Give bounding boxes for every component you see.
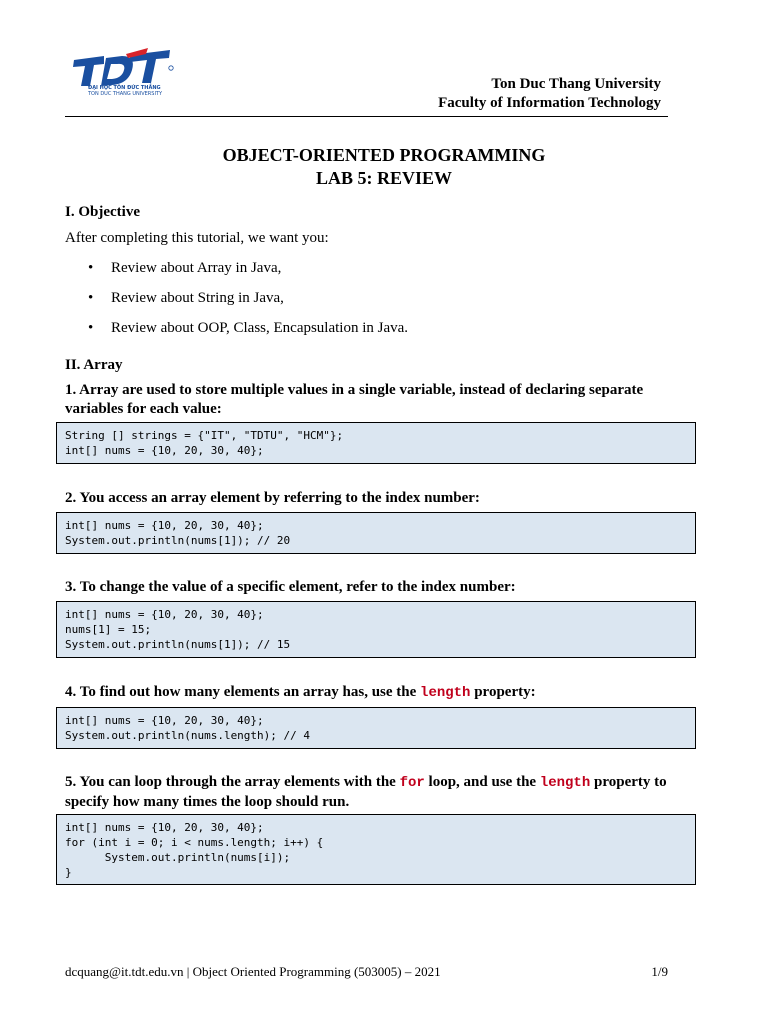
code-block-2: int[] nums = {10, 20, 30, 40}; System.out.println(nums[1]); // 20 <box>56 512 696 554</box>
question-4 <box>65 683 685 703</box>
objective-intro: After completing this tutorial, we want you: <box>65 230 329 246</box>
question-4-text: 4. To find out how many elements an array has, use the <box>65 684 421 700</box>
bullet-text: Review about Array in Java, <box>111 260 282 276</box>
code-block-1: String [] strings = {"IT", "TDTU", "HCM"}; int[] nums = {10, 20, 30, 40}; <box>56 422 696 464</box>
bullet-icon: • <box>88 320 94 336</box>
header-divider <box>65 116 668 117</box>
university-name: Ton Duc Thang University <box>491 76 661 92</box>
question-5-text-mid: loop, and use the <box>424 774 540 790</box>
keyword-length: length <box>539 775 591 791</box>
question-3: 3. To change the value of a specific element, refer to the index number: <box>65 579 516 595</box>
question-5 <box>65 773 685 812</box>
logo-text-line1: ĐẠI HỌC TÔN ĐỨC THẮNG <box>88 85 161 91</box>
code-block-3: int[] nums = {10, 20, 30, 40}; nums[1] = 15; System.out.println(nums[1]); // 15 <box>56 601 696 658</box>
keyword-length: length <box>420 685 471 701</box>
faculty-name: Faculty of Information Technology <box>438 95 661 111</box>
bullet-item <box>88 260 281 277</box>
question-5-text: 5. You can loop through the array elements with the <box>65 774 400 790</box>
bullet-icon: • <box>88 290 94 306</box>
bullet-item <box>88 290 284 307</box>
footer-text: dcquang@it.tdt.edu.vn | Object Oriented Programming (503005) – 2021 <box>65 964 441 979</box>
bullet-icon: • <box>88 260 94 276</box>
keyword-for: for <box>399 775 425 791</box>
bullet-text: Review about OOP, Class, Encapsulation in Java. <box>111 320 409 336</box>
code-block-4: int[] nums = {10, 20, 30, 40}; System.out.println(nums.length); // 4 <box>56 707 696 749</box>
bullet-item <box>88 320 408 337</box>
code-block-5: int[] nums = {10, 20, 30, 40}; for (int i = 0; i < nums.length; i++) { System.out.println(nums[i]); } <box>56 814 696 885</box>
institution-block <box>438 75 661 113</box>
logo-text-line2: TON DUC THANG UNIVERSITY <box>88 91 163 97</box>
section-objective-heading: I. Objective <box>65 204 140 220</box>
document-title <box>0 144 768 190</box>
page-number: 1/9 <box>651 964 668 979</box>
question-2: 2. You access an array element by referring to the index number: <box>65 490 480 506</box>
tdtu-logo <box>70 46 174 102</box>
question-1: 1. Array are used to store multiple values in a single variable, instead of declaring separate variables for each value: <box>65 382 644 417</box>
question-5-text-end: property to specify how many times the loop should run. <box>65 774 667 810</box>
title-line1: OBJECT-ORIENTED PROGRAMMING <box>222 145 546 165</box>
bullet-text: Review about String in Java, <box>111 290 284 306</box>
section-array-heading: II. Array <box>65 357 123 373</box>
title-line2: LAB 5: REVIEW <box>315 168 453 188</box>
question-4-text-end: property: <box>470 684 536 700</box>
